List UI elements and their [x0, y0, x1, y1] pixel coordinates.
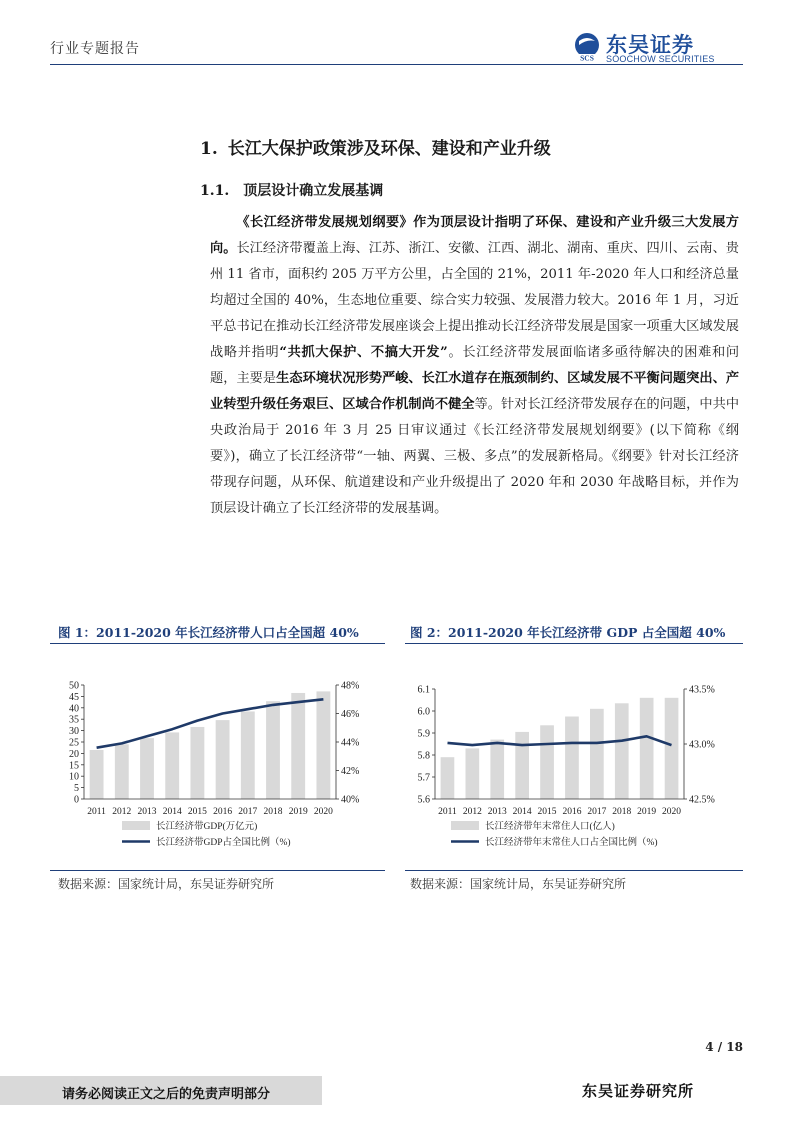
fig1-x-tick-label: 2018 — [263, 807, 283, 817]
fig2-bar — [540, 725, 554, 799]
fig1-right-tick-label: 44% — [341, 737, 360, 749]
fig1-left-tick-label: 20 — [69, 748, 79, 760]
figure-1-svg — [50, 651, 383, 867]
fig1-left-tick-label: 40 — [69, 703, 79, 715]
fig1-x-tick-label: 2013 — [137, 807, 157, 817]
section-number: 1. — [200, 139, 218, 159]
figure-1-source: 数据来源：国家统计局，东吴证券研究所 — [58, 877, 275, 891]
logo-chinese-name: 东吴证券 — [606, 33, 694, 57]
report-type-label: 行业专题报告 — [50, 41, 140, 57]
fig2-x-tick-label: 2011 — [438, 807, 457, 817]
figure-1-chart — [50, 651, 383, 867]
body-text-1: 长江经济带覆盖上海、江苏、浙江、安徽、江西、湖北、湖南、重庆、四川、云南、贵州 11 省市，面积约 205 万平方公里，占全国的 21%，2011 年-2020 年人口和经济总量均超过全国的 40%，生态地位重要、综合实力较强、发展潜力较大。2016 年 1 月，习近平总书记在推动长江经济带发展座谈会上提出推动长江经济带发展是国家一项重大区域发展战略并指明 — [210, 241, 739, 360]
fig1-x-tick-label: 2017 — [238, 807, 258, 817]
fig1-line-series — [97, 699, 324, 747]
fig1-bar — [241, 711, 255, 799]
fig1-x-tick-label: 2011 — [87, 807, 106, 817]
fig2-legend-bar-label: 长江经济带年末常住人口(亿人) — [485, 822, 615, 832]
fig2-right-tick-label: 43.5% — [689, 684, 715, 696]
fig2-x-tick-label: 2014 — [512, 807, 532, 817]
fig1-right-tick-label: 46% — [341, 709, 360, 720]
fig1-x-tick-label: 2014 — [162, 807, 182, 817]
fig1-bar — [90, 750, 104, 799]
fig1-left-tick-label: 45 — [69, 691, 79, 703]
fig2-left-tick-label: 5.8 — [417, 750, 430, 762]
figure-2-source: 数据来源：国家统计局，东吴证券研究所 — [410, 877, 627, 891]
logo-english-name: SOOCHOW SECURITIES — [606, 54, 715, 64]
section-heading — [200, 134, 551, 159]
fig2-x-tick-label: 2016 — [562, 807, 582, 817]
figure-2-title: 图 2：2011-2020 年长江经济带 GDP 占全国超 40% — [410, 625, 726, 640]
fig2-bar — [615, 703, 629, 799]
figure-2-svg — [405, 651, 738, 867]
fig1-right-tick-label: 40% — [341, 794, 360, 806]
fig2-x-tick-label: 2013 — [487, 807, 507, 817]
lead-sentence: 《长江经济带发展规划纲要》作为顶层设计指明了环保、建设和产业升级三大发展方向。 — [210, 215, 739, 256]
fig1-x-tick-label: 2020 — [313, 807, 333, 817]
fig1-bar — [266, 701, 280, 799]
fig1-left-tick-label: 30 — [69, 726, 79, 738]
key-problems: 生态环境状况形势严峻、长江水道存在瓶颈制约、区域发展不平衡问题突出、产业转型升级任务艰巨、区域合作机制尚不健全 — [210, 371, 740, 412]
page-number: 4 / 18 — [705, 1040, 743, 1054]
fig1-left-tick-label: 35 — [69, 714, 79, 726]
logo-mark-text: SCS — [580, 53, 594, 62]
fig1-bar — [190, 727, 204, 799]
figure-1-title: 图 1：2011-2020 年长江经济带人口占全国超 40% — [58, 625, 359, 640]
fig2-left-tick-label: 6.1 — [417, 684, 430, 696]
fig2-x-tick-label: 2020 — [662, 807, 682, 817]
logo-mark-icon — [572, 32, 602, 62]
fig2-x-tick-label: 2012 — [462, 807, 482, 817]
fig1-left-tick-label: 10 — [69, 771, 79, 783]
fig2-right-tick-label: 42.5% — [689, 794, 715, 806]
fig2-bar — [490, 740, 504, 799]
fig2-legend-line-label: 长江经济带年末常住人口占全国比例（%) — [485, 838, 658, 848]
body-text-3: 等。针对长江经济带发展存在的问题，中共中央政治局于 2016 年 3 月 25 日审议通过《长江经济带发展规划纲要》(以下简称《纲要》)，确立了长江经济带“一轴、两翼、三极、多点”的发展新格局。《纲要》针对长江经济带现存问题，从环保、航道建设和产业升级提出了 2020 年和 2030 年战略目标，并作为顶层设计确立了长江经济带的发展基调。 — [210, 397, 740, 516]
figure-1-top-rule — [50, 643, 385, 644]
fig2-bar — [640, 698, 654, 799]
slogan-quote: “共抓大保护、不搞大开发” — [279, 345, 448, 360]
fig1-bar — [140, 738, 154, 799]
fig2-bar — [665, 698, 679, 799]
fig1-bar — [216, 720, 230, 799]
fig2-line-series — [448, 736, 672, 745]
fig2-bar — [466, 748, 480, 799]
figure-2-top-rule — [405, 643, 743, 644]
fig2-bar — [515, 732, 529, 799]
company-logo — [572, 32, 744, 66]
body-paragraph — [210, 210, 739, 522]
disclaimer-text: 请务必阅读正文之后的免责声明部分 — [62, 1087, 271, 1102]
subsection-title: 顶层设计确立发展基调 — [243, 183, 384, 199]
fig2-left-tick-label: 5.7 — [417, 772, 430, 784]
header-divider — [50, 64, 743, 65]
fig1-legend-bar-swatch — [122, 821, 150, 830]
fig2-bar — [590, 709, 604, 799]
fig1-right-tick-label: 42% — [341, 766, 360, 777]
fig1-left-tick-label: 50 — [69, 680, 79, 692]
section-title: 长江大保护政策涉及环保、建设和产业升级 — [227, 139, 551, 159]
footer-organization: 东吴证券研究所 — [582, 1082, 695, 1100]
fig1-legend-line-label: 长江经济带GDP占全国比例（%) — [156, 838, 291, 848]
fig1-left-tick-label: 15 — [69, 760, 79, 772]
fig2-left-tick-label: 5.9 — [417, 728, 430, 740]
fig2-bar — [441, 757, 455, 799]
fig2-x-tick-label: 2015 — [537, 807, 557, 817]
subsection-number: 1.1. — [200, 183, 230, 199]
fig2-left-tick-label: 6.0 — [417, 706, 430, 718]
fig2-left-tick-label: 5.6 — [417, 794, 430, 806]
fig1-x-tick-label: 2015 — [187, 807, 207, 817]
figure-2-chart — [405, 651, 738, 867]
fig1-right-tick-label: 48% — [341, 680, 360, 692]
fig1-left-tick-label: 25 — [69, 737, 79, 749]
fig1-left-tick-label: 0 — [74, 794, 79, 806]
fig1-bar — [316, 691, 330, 799]
figure-2-bottom-rule — [405, 870, 743, 871]
fig1-left-tick-label: 5 — [74, 783, 79, 795]
fig1-x-tick-label: 2019 — [288, 807, 308, 817]
fig1-bar — [165, 732, 179, 799]
fig2-legend-bar-swatch — [451, 821, 479, 830]
fig1-bar — [291, 693, 305, 799]
fig2-bar — [565, 717, 579, 800]
figure-1-bottom-rule — [50, 870, 385, 871]
fig2-right-tick-label: 43.0% — [689, 739, 715, 751]
subsection-heading — [200, 180, 383, 200]
fig1-legend-bar-label: 长江经济带GDP(万亿元) — [156, 822, 258, 832]
fig2-x-tick-label: 2019 — [637, 807, 657, 817]
fig1-bar — [115, 744, 129, 799]
body-text-2: 。长江经济带发展面临诸多亟待解决的困难和问题，主要是 — [210, 345, 740, 386]
fig1-x-tick-label: 2012 — [112, 807, 132, 817]
fig2-x-tick-label: 2018 — [612, 807, 632, 817]
fig2-x-tick-label: 2017 — [587, 807, 607, 817]
fig1-x-tick-label: 2016 — [213, 807, 233, 817]
